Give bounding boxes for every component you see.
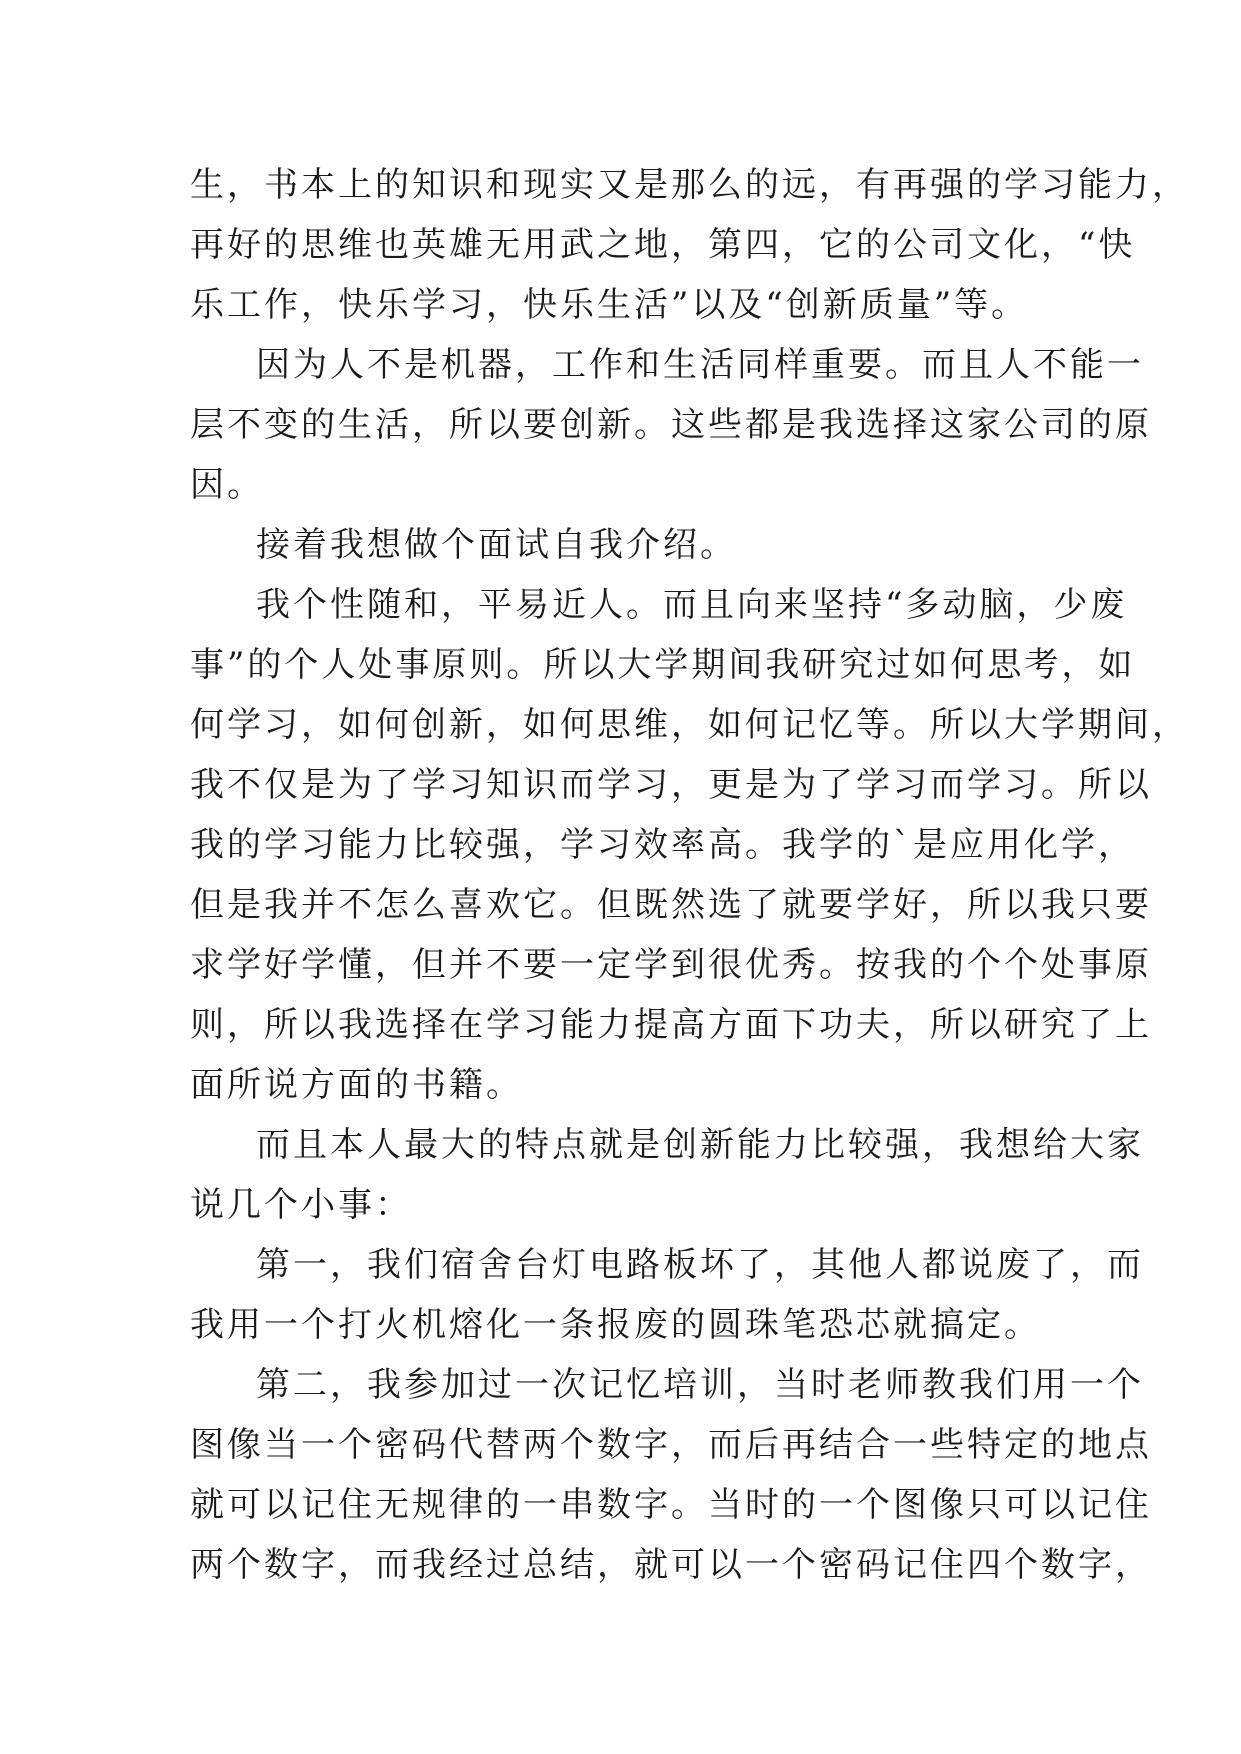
text-line: 但是我并不怎么喜欢它。但既然选了就要学好，所以我只要	[190, 885, 1152, 925]
text-line: 则，所以我选择在学习能力提高方面下功夫，所以研究了上	[190, 1005, 1152, 1045]
text-line: 我不仅是为了学习知识而学习，更是为了学习而学习。所以	[190, 765, 1152, 805]
paragraph-start-line: 因为人不是机器，工作和生活同样重要。而且人不能一	[256, 345, 1144, 385]
text-line: 事”的个人处事原则。所以大学期间我研究过如何思考，如	[190, 645, 1136, 685]
text-line: 乐工作，快乐学习，快乐生活”以及“创新质量”等。	[190, 285, 1029, 325]
paragraph-start-line: 接着我想做个面试自我介绍。	[256, 525, 737, 565]
text-line: 我用一个打火机熔化一条报废的圆珠笔恐芯就搞定。	[190, 1305, 1041, 1345]
paragraph-start-line: 我个性随和，平易近人。而且向来坚持“多动脑，少废	[256, 585, 1128, 625]
text-line: 就可以记住无规律的一串数字。当时的一个图像只可以记住	[190, 1485, 1152, 1525]
text-line: 我的学习能力比较强，学习效率高。我学的`是应用化学，	[190, 825, 1135, 865]
text-line: 面所说方面的书籍。	[190, 1065, 523, 1105]
text-line: 何学习，如何创新，如何思维，如何记忆等。所以大学期间，	[190, 705, 1189, 745]
text-line: 生，书本上的知识和现实又是那么的远，有再强的学习能力，	[190, 165, 1189, 205]
paragraph-start-line: 而且本人最大的特点就是创新能力比较强，我想给大家	[256, 1125, 1144, 1165]
document-body	[190, 155, 1189, 1595]
text-line: 再好的思维也英雄无用武之地，第四，它的公司文化，“快	[190, 225, 1136, 265]
paragraph-start-line: 第一，我们宿舍台灯电路板坏了，其他人都说废了，而	[256, 1245, 1144, 1285]
text-line: 图像当一个密码代替两个数字，而后再结合一些特定的地点	[190, 1425, 1152, 1465]
paragraph-start-line: 第二，我参加过一次记忆培训，当时老师教我们用一个	[256, 1365, 1144, 1405]
text-line: 求学好学懂，但并不要一定学到很优秀。按我的个个处事原	[190, 945, 1152, 985]
text-line: 层不变的生活，所以要创新。这些都是我选择这家公司的原	[190, 405, 1152, 445]
text-line: 说几个小事：	[190, 1185, 412, 1225]
text-line: 两个数字，而我经过总结，就可以一个密码记住四个数字，	[190, 1545, 1152, 1585]
text-line: 因。	[190, 465, 264, 505]
